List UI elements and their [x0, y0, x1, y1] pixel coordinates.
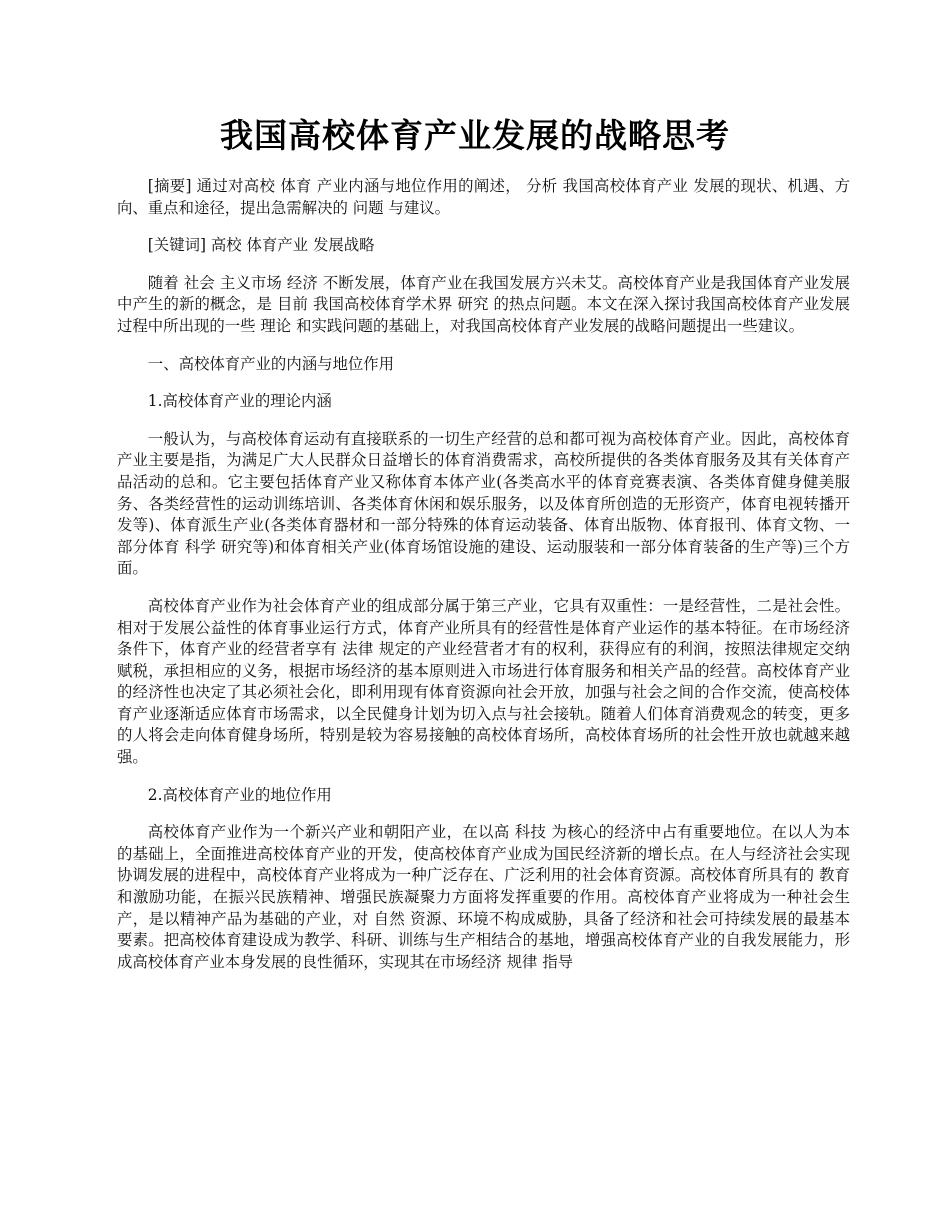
keywords-paragraph: [关键词] 高校 体育产业 发展战略: [147, 236, 375, 255]
document-body: [117, 176, 850, 989]
section-heading-1: 一、高校体育产业的内涵与地位作用: [147, 354, 395, 373]
body-paragraph: 一般认为，与高校体育运动有直接联系的一切生产经营的总和都可视为高校体育产业。因此，高校体育产业主要是指，为满足广大人民群众日益增长的体育消费需求，高校所提供的各类体育服务及其有关体育产品活动的总和。它主要包括体育产业又称体育本体产业(各类高水平的体育竞赛表演、各类体育健身健美服务、各类经营性的运动训练培训、各类体育休闲和娱乐服务，以及体育所创造的无形资产，体育电视转播开发等)、体育派生产业(各类体育器材和一部分特殊的体育运动装备、体育出版物、体育报刊、体育文物、一部分体育 科学 研究等)和体育相关产业(体育场馆设施的建设、运动服装和一部分体育装备的生产等)三个方面。: [117, 429, 850, 578]
document-title: 我国高校体育产业发展的战略思考: [220, 116, 730, 155]
body-paragraph: 高校体育产业作为社会体育产业的组成部分属于第三产业，它具有双重性：一是经营性，二是社会性。相对于发展公益性的体育事业运行方式，体育产业所具有的经营性是体育产业运作的基本特征。在市场经济条件下，体育产业的经营者享有 法律 规定的产业经营者才有的权利，获得应有的利润，按照法律规定交纳赋税，承担相应的义务，根据市场经济的基本原则进入市场进行体育服务和相关产品的经营。高校体育产业的经济性也决定了其必须社会化，即利用现有体育资源向社会开放，加强与社会之间的合作交流，使高校体育产业逐渐适应体育市场需求，以全民健身计划为切入点与社会接轨。随着人们体育消费观念的转变，更多的人将会走向体育健身场所，特别是较为容易接触的高校体育场所，高校体育场所的社会性开放也就越来越强。: [117, 596, 850, 767]
body-paragraph: 高校体育产业作为一个新兴产业和朝阳产业，在以高 科技 为核心的经济中占有重要地位。在以人为本的基础上，全面推进高校体育产业的开发，使高校体育产业成为国民经济新的增长点。在人与经济社会实现协调发展的进程中，高校体育产业将成为一种广泛存在、广泛利用的社会体育资源。高校体育所具有的 教育 和激励功能，在振兴民族精神、增强民族凝聚力方面将发挥重要的作用。高校体育产业将成为一种社会生产，是以精神产品为基础的产业，对 自然 资源、环境不构成威胁，具备了经济和社会可持续发展的最基本要素。把高校体育建设成为教学、科研、训练与生产相结合的基地，增强高校体育产业的自我发展能力，形成高校体育产业本身发展的良性循环，实现其在市场经济 规律 指导: [117, 823, 850, 971]
subsection-heading-2: 2.高校体育产业的地位作用: [147, 785, 332, 804]
intro-paragraph: 随着 社会 主义市场 经济 不断发展，体育产业在我国发展方兴未艾。高校体育产业是我国体育产业发展中产生的新的概念，是 目前 我国高校体育学术界 研究 的热点问题。本文在深入探讨我国高校体育产业发展过程中所出现的一些 理论 和实践问题的基础上，对我国高校体育产业发展的战略问题提出一些建议。: [117, 273, 850, 335]
abstract-paragraph: [摘要] 通过对高校 体育 产业内涵与地位作用的阐述， 分析 我国高校体育产业 发展的现状、机遇、方向、重点和途径，提出急需解决的 问题 与建议。: [117, 177, 850, 217]
subsection-heading-1: 1.高校体育产业的理论内涵: [147, 392, 332, 411]
